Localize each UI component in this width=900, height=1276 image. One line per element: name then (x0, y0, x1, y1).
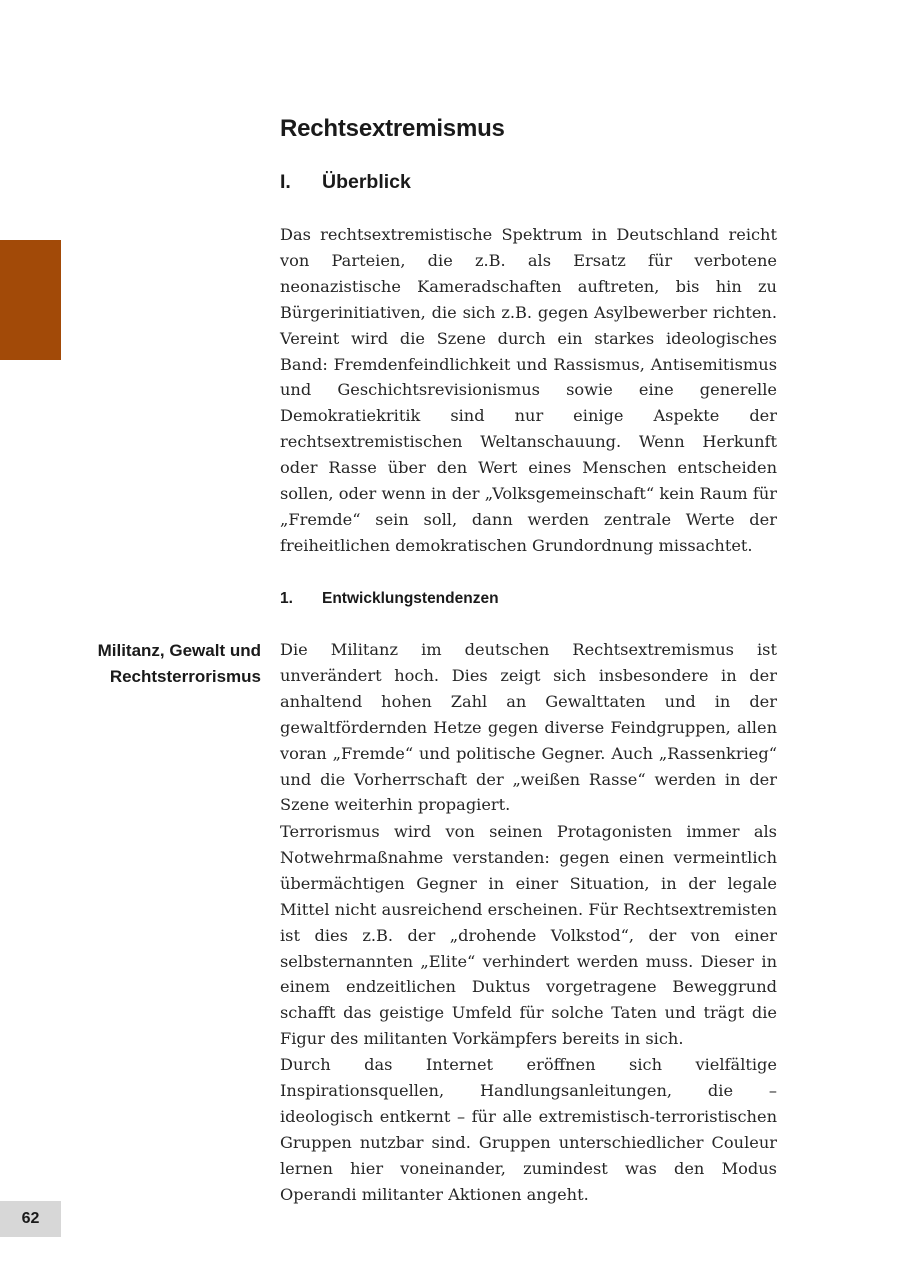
paragraph-internet: Durch das Internet eröffnen sich vielfältige Inspirationsquellen, Handlungsanleitungen, die – ideologisch entkernt – für alle extremistisch-terroristischen Gruppen nutzbar sind. Gruppen unterschiedlicher Couleur lernen hier voneinander, zumindest was den Modus Operandi militanter Aktionen angeht. (280, 1055, 777, 1204)
margin-note (61, 638, 261, 690)
margin-note-line-2: Rechtsterrorismus (109, 666, 261, 686)
page-number: 62 (0, 1201, 61, 1237)
section-title: Überblick (322, 171, 411, 193)
section-heading (280, 168, 411, 196)
subsection-heading (280, 588, 499, 610)
paragraph-militanz: Die Militanz im deutschen Rechtsextremismus ist unverändert hoch. Dies zeigt sich insbesondere in der anhaltend hohen Zahl an Gewalttaten und in der gewaltfördernden Hetze gegen diverse Feindgruppen, allen voran „Fremde“ und politische Gegner. Auch „Rassenkrieg“ und die Vorherrschaft der „weißen Rasse“ werden in der Szene weiterhin propagiert. (280, 640, 777, 815)
chapter-color-tab (0, 240, 61, 360)
section-number: I. (280, 171, 291, 193)
paragraph-terrorismus: Terrorismus wird von seinen Protagonisten immer als Notwehrmaßnahme verstanden: gegen einen vermeintlich übermächtigen Gegner in einer Situation, in der legale Mittel nicht ausreichend erscheinen. Für Rechtsextremisten ist dies z.B. der „drohende Volkstod“, der von einer selbsternannten „Elite“ verhindert werden muss. Dieser in einem endzeitlichen Duktus vorgetragene Beweggrund schafft das geistige Umfeld für solche Taten und trägt die Figur des militanten Vorkämpfers bereits in sich. (280, 822, 777, 1049)
intro-paragraph: Das rechtsextremistische Spektrum in Deutschland reicht von Parteien, die z.B. als Ersatz für verbotene neonazistische Kameradschaften auftreten, bis hin zu Bürgerinitiativen, die sich z.B. gegen Asylbewerber richten. Vereint wird die Szene durch ein starkes ideologisches Band: Fremdenfeindlichkeit und Rassismus, Antisemitismus und Geschichtsrevisionismus sowie eine generelle Demokratiekritik sind nur einige Aspekte der rechtsextremistischen Weltanschauung. Wenn Herkunft oder Rasse über den Wert eines Menschen entscheiden sollen, oder wenn in der „Volksgemeinschaft“ kein Raum für „Fremde“ sein soll, dann werden zentrale Werte der freiheitlichen demokratischen Grundordnung missachtet. (280, 225, 777, 555)
subsection-number: 1. (280, 590, 293, 607)
subsection-title: Entwicklungstendenzen (322, 590, 499, 607)
page-title: Rechtsextremismus (280, 115, 505, 142)
margin-note-line-1: Militanz, Gewalt und (97, 641, 261, 660)
